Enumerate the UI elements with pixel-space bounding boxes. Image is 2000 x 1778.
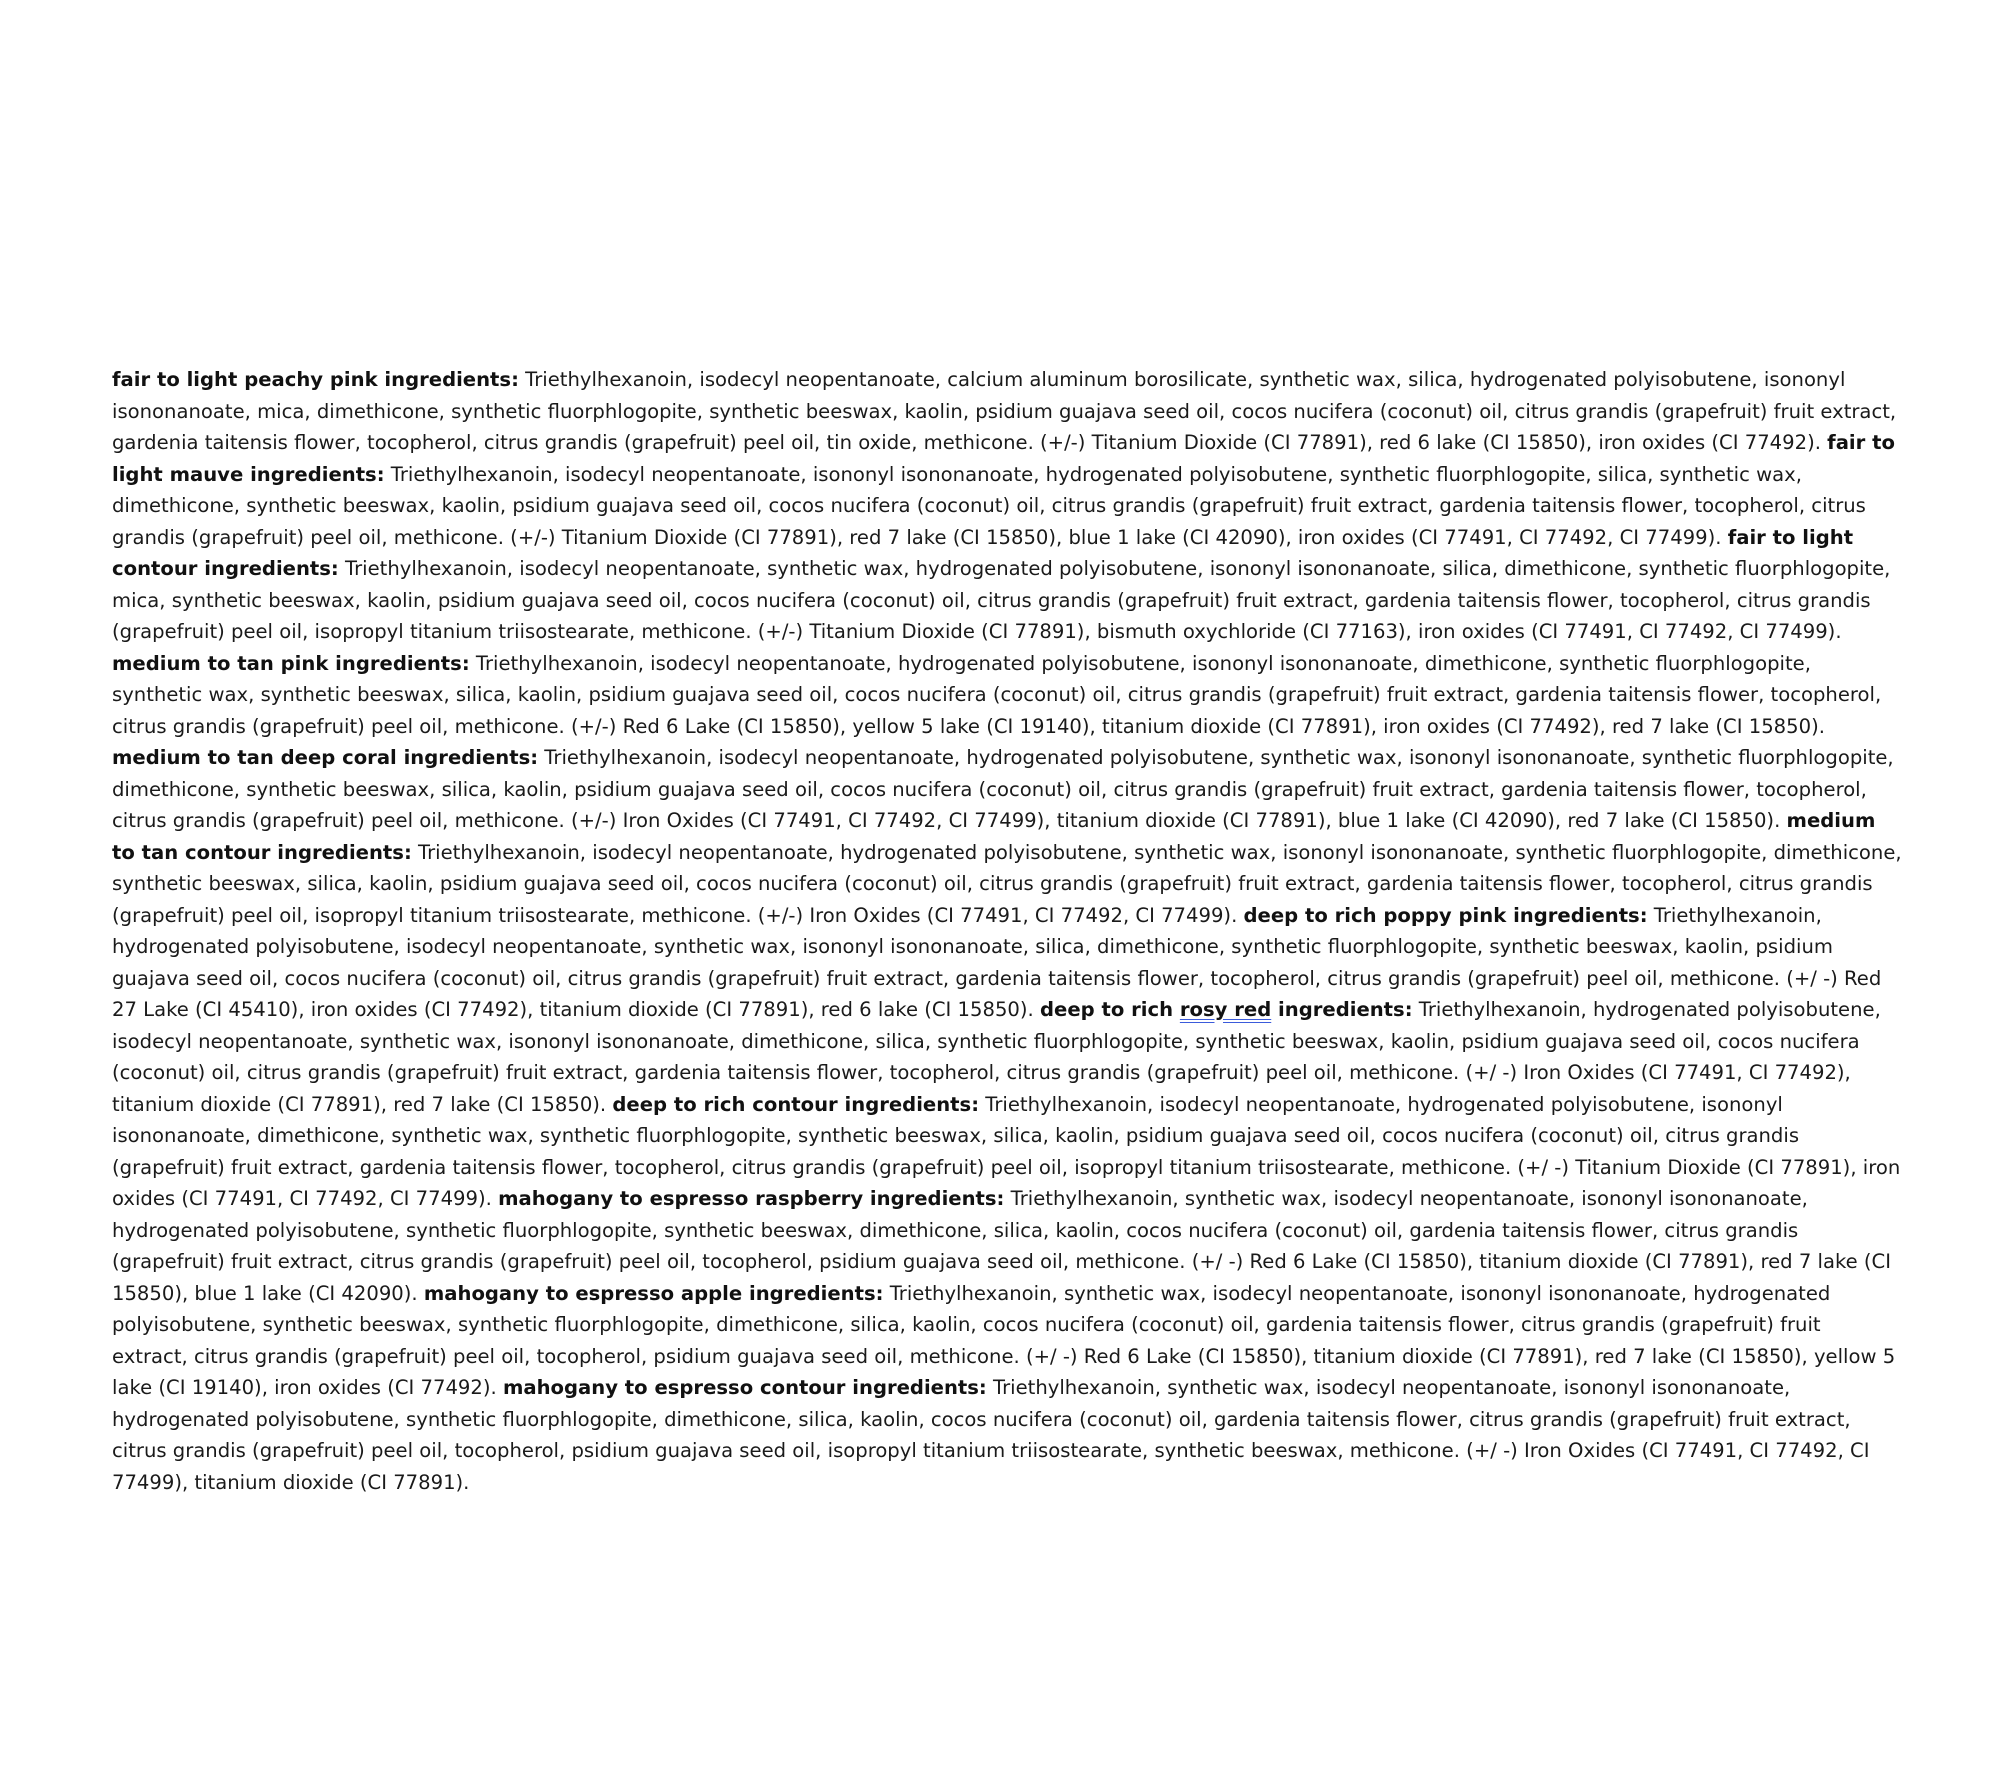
section-heading: mahogany to espresso raspberry ingredients: xyxy=(498,1187,1005,1210)
section-text: Triethylhexanoin, hydrogenated polyisobutene, isodecyl neopentanoate, synthetic wax, isononyl isononanoate, dimethicone, silica, synthetic fluorphlogopite, synthetic beeswax, kaolin, psidium guajava seed oil, cocos nucifera (coconut) oil, citrus grandis (grapefruit) fruit extract, gardenia taitensis flower, tocopherol, citrus grandis (grapefruit) peel oil, methicone. (+/ -) Iron Oxides (CI 77491, CI 77492), titanium dioxide (CI 77891), red 7 lake (CI 15850). xyxy=(112,998,1881,1116)
section-text: Triethylhexanoin, synthetic wax, isodecyl neopentanoate, isononyl isononanoate, hydrogenated polyisobutene, synthetic fluorphlogopite, dimethicone, silica, kaolin, cocos nucifera (coconut) oil, gardenia taitensis flower, citrus grandis (grapefruit) fruit extract, citrus grandis (grapefruit) peel oil, tocopherol, psidium guajava seed oil, isopropyl titanium triisostearate, synthetic beeswax, methicone. (+/ -) Iron Oxides (CI 77491, CI 77492, CI 77499), titanium dioxide (CI 77891). xyxy=(112,1376,1870,1494)
section-text: Triethylhexanoin, synthetic wax, isodecyl neopentanoate, isononyl isononanoate, hydrogenated polyisobutene, synthetic beeswax, synthetic fluorphlogopite, dimethicone, silica, kaolin, cocos nucifera (coconut) oil, gardenia taitensis flower, citrus grandis (grapefruit) fruit extract, citrus grandis (grapefruit) peel oil, tocopherol, psidium guajava seed oil, methicone. (+/ -) Red 6 Lake (CI 15850), titanium dioxide (CI 77891), red 7 lake (CI 15850), yellow 5 lake (CI 19140), iron oxides (CI 77492). xyxy=(112,1281,1896,1399)
section-text: Triethylhexanoin, hydrogenated polyisobutene, isodecyl neopentanoate, synthetic wax, isononyl isononanoate, silica, dimethicone, synthetic fluorphlogopite, synthetic beeswax, kaolin, psidium guajava seed oil, cocos nucifera (coconut) oil, citrus grandis (grapefruit) fruit extract, gardenia taitensis flower, tocopherol, citrus grandis (grapefruit) peel oil, methicone. (+/ -) Red 27 Lake (CI 45410), iron oxides (CI 77492), titanium dioxide (CI 77891), red 6 lake (CI 15850). xyxy=(112,903,1882,1021)
section-text: Triethylhexanoin, isodecyl neopentanoate, hydrogenated polyisobutene, isononyl isononanoate, dimethicone, synthetic wax, synthetic fluorphlogopite, synthetic beeswax, silica, kaolin, psidium guajava seed oil, cocos nucifera (coconut) oil, citrus grandis (grapefruit) fruit extract, gardenia taitensis flower, tocopherol, citrus grandis (grapefruit) peel oil, isopropyl titanium triisostearate, methicone. (+/ -) Titanium Dioxide (CI 77891), iron oxides (CI 77491, CI 77492, CI 77499). xyxy=(112,1092,1901,1210)
section-heading: mahogany to espresso apple ingredients: xyxy=(423,1281,884,1305)
section-heading: deep to rich contour ingredients: xyxy=(612,1092,980,1116)
section-text: Triethylhexanoin, isodecyl neopentanoate, hydrogenated polyisobutene, synthetic wax, isononyl isononanoate, synthetic fluorphlogopite, dimethicone, synthetic beeswax, silica, kaolin, psidium guajava seed oil, cocos nucifera (coconut) oil, citrus grandis (grapefruit) fruit extract, gardenia taitensis flower, tocopherol, citrus grandis (grapefruit) peel oil, isopropyl titanium triisostearate, methicone. (+/-) Iron Oxides (CI 77491, CI 77492, CI 77499). xyxy=(112,840,1902,927)
section-text: Triethylhexanoin, isodecyl neopentanoate, hydrogenated polyisobutene, isononyl isononanoate, dimethicone, synthetic fluorphlogopite, synthetic wax, synthetic beeswax, silica, kaolin, psidium guajava seed oil, cocos nucifera (coconut) oil, citrus grandis (grapefruit) fruit extract, gardenia taitensis flower, tocopherol, citrus grandis (grapefruit) peel oil, methicone. (+/-) Red 6 Lake (CI 15850), yellow 5 lake (CI 19140), titanium dioxide (CI 77891), iron oxides (CI 77492), red 7 lake (CI 15850). xyxy=(112,651,1882,738)
section-heading: medium to tan deep coral ingredients: xyxy=(112,746,539,769)
ingredients-paragraph xyxy=(112,364,1902,1498)
proofing-marked-word[interactable]: rosy red xyxy=(1179,998,1272,1021)
heading-part: deep to rich xyxy=(1040,998,1180,1021)
section-text: Triethylhexanoin, isodecyl neopentanoate, synthetic wax, hydrogenated polyisobutene, isononyl isononanoate, silica, dimethicone, synthetic fluorphlogopite, mica, synthetic beeswax, kaolin, psidium guajava seed oil, cocos nucifera (coconut) oil, citrus grandis (grapefruit) fruit extract, gardenia taitensis flower, tocopherol, citrus grandis (grapefruit) peel oil, isopropyl titanium triisostearate, methicone. (+/-) Titanium Dioxide (CI 77891), bismuth oxychloride (CI 77163), iron oxides (CI 77491, CI 77492, CI 77499). xyxy=(112,557,1891,643)
section-text: Triethylhexanoin, isodecyl neopentanoate, hydrogenated polyisobutene, synthetic wax, isononyl isononanoate, synthetic fluorphlogopite, dimethicone, synthetic beeswax, silica, kaolin, psidium guajava seed oil, cocos nucifera (coconut) oil, citrus grandis (grapefruit) fruit extract, gardenia taitensis flower, tocopherol, citrus grandis (grapefruit) peel oil, methicone. (+/-) Iron Oxides (CI 77491, CI 77492, CI 77499), titanium dioxide (CI 77891), blue 1 lake (CI 42090), red 7 lake (CI 15850). xyxy=(112,746,1894,832)
section-text: Triethylhexanoin, isodecyl neopentanoate, isononyl isononanoate, hydrogenated polyisobutene, synthetic fluorphlogopite, silica, synthetic wax, dimethicone, synthetic beeswax, kaolin, psidium guajava seed oil, cocos nucifera (coconut) oil, citrus grandis (grapefruit) fruit extract, gardenia taitensis flower, tocopherol, citrus grandis (grapefruit) peel oil, methicone. (+/-) Titanium Dioxide (CI 77891), red 7 lake (CI 15850), blue 1 lake (CI 42090), iron oxides (CI 77491, CI 77492, CI 77499). xyxy=(112,462,1866,549)
section-heading: fair to light mauve ingredients: xyxy=(112,431,1895,486)
section-text: Triethylhexanoin, isodecyl neopentanoate, calcium aluminum borosilicate, synthetic wax, silica, hydrogenated polyisobutene, isononyl isononanoate, mica, dimethicone, synthetic fluorphlogopite, synthetic beeswax, kaolin, psidium guajava seed oil, cocos nucifera (coconut) oil, citrus grandis (grapefruit) fruit extract, gardenia taitensis flower, tocopherol, citrus grandis (grapefruit) peel oil, tin oxide, methicone. (+/-) Titanium Dioxide (CI 77891), red 6 lake (CI 15850), iron oxides (CI 77492). xyxy=(112,368,1897,454)
section-heading: deep to rich poppy pink ingredients: xyxy=(1243,903,1648,927)
section-heading xyxy=(1040,998,1413,1021)
section-heading: fair to light peachy pink ingredients: xyxy=(112,368,519,391)
section-heading: medium to tan contour ingredients: xyxy=(112,809,1876,864)
section-text: Triethylhexanoin, synthetic wax, isodecyl neopentanoate, isononyl isononanoate, hydrogenated polyisobutene, synthetic fluorphlogopite, synthetic beeswax, dimethicone, silica, kaolin, cocos nucifera (coconut) oil, gardenia taitensis flower, citrus grandis (grapefruit) fruit extract, citrus grandis (grapefruit) peel oil, tocopherol, psidium guajava seed oil, methicone. (+/ -) Red 6 Lake (CI 15850), titanium dioxide (CI 77891), red 7 lake (CI 15850), blue 1 lake (CI 42090). xyxy=(112,1187,1892,1305)
section-heading: medium to tan pink ingredients: xyxy=(112,651,470,675)
heading-part: ingredients: xyxy=(1271,998,1413,1021)
section-heading: mahogany to espresso contour ingredients: xyxy=(502,1376,987,1399)
section-heading: fair to light contour ingredients: xyxy=(112,525,1854,580)
